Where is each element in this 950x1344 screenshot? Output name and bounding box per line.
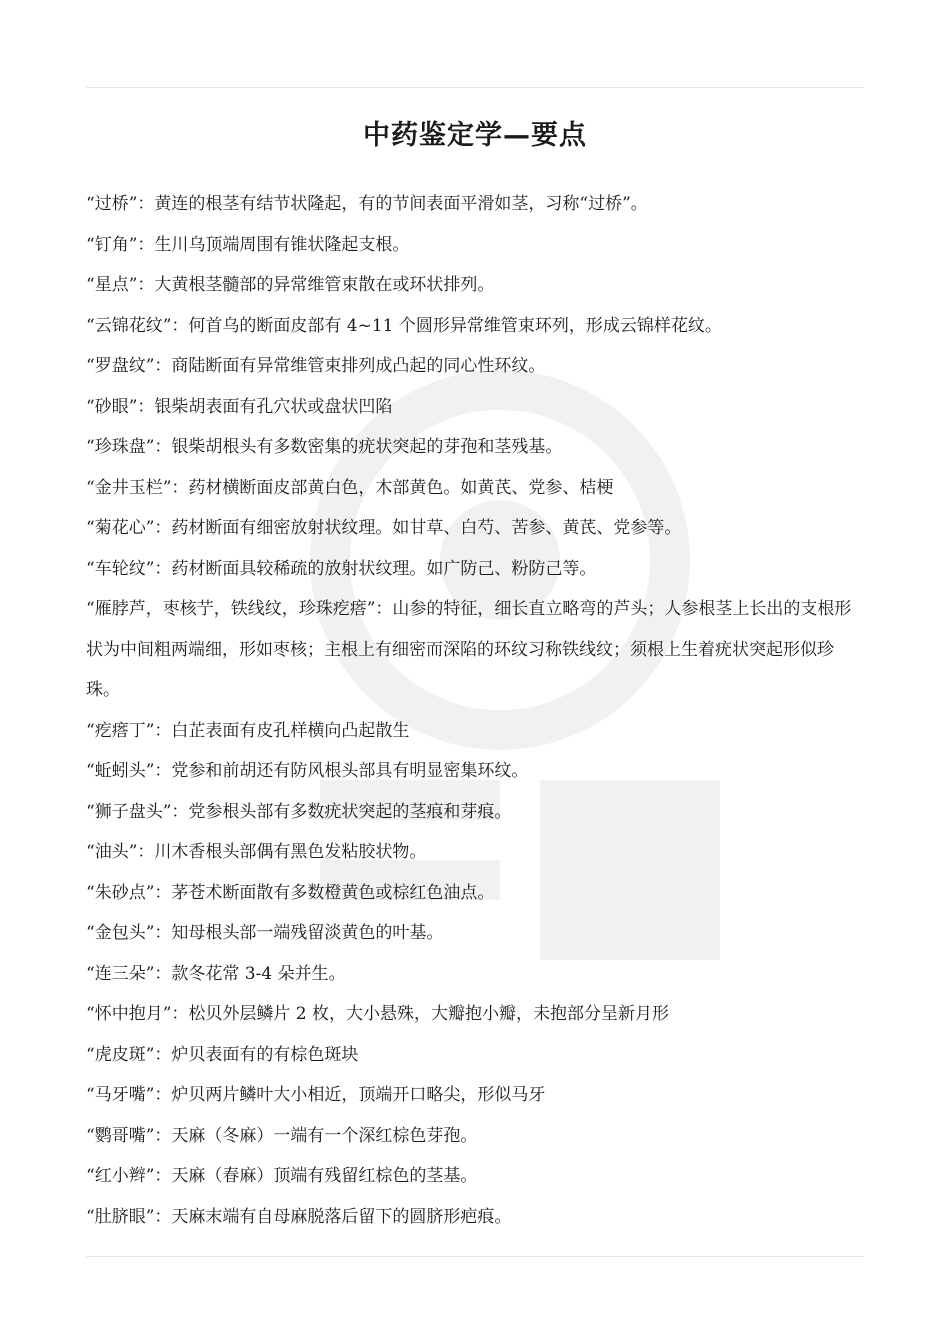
term-paragraph: “蚯蚓头”：党参和前胡还有防风根头部具有明显密集环纹。: [86, 761, 529, 781]
term-paragraph: “油头”：川木香根头部偶有黑色发粘胶状物。: [86, 842, 427, 862]
term-paragraph: “朱砂点”：茅苍术断面散有多数橙黄色或棕红色油点。: [86, 882, 495, 903]
term-paragraph: “红小辫”：天麻（春麻）顶端有残留红棕色的茎基。: [86, 1166, 478, 1186]
term-paragraph: “疙瘩丁”：白芷表面有皮孔样横向凸起散生: [86, 720, 410, 741]
term-paragraph: “雁脖芦，枣核艼，铁线纹，珍珠疙瘩”：山参的特征，细长直立略弯的芦头；人参根茎上长出的支根形状为中间粗两端细，形如枣核；主根上有细密而深陷的环纹习称铁线纹；须根上生着疣状突起形似珍珠。: [86, 599, 852, 700]
term-paragraph: “肚脐眼”：天麻末端有自母麻脱落后留下的圆脐形疤痕。: [86, 1206, 512, 1227]
header-divider: [86, 87, 864, 88]
term-paragraph: “过桥”：黄连的根茎有结节状隆起，有的节间表面平滑如茎，习称“过桥”。: [86, 194, 648, 214]
term-paragraph: “星点”：大黄根茎髓部的异常维管束散在或环状排列。: [86, 275, 495, 295]
term-paragraph: “马牙嘴”：炉贝两片鳞叶大小相近，顶端开口略尖，形似马牙: [86, 1085, 546, 1105]
term-paragraph: “虎皮斑”：炉贝表面有的有棕色斑块: [86, 1044, 359, 1065]
term-paragraph: “车轮纹”：药材断面具较稀疏的放射状纹理。如广防己、粉防己等。: [86, 558, 597, 579]
term-paragraph: “金包头”：知母根头部一端残留淡黄色的叶基。: [86, 923, 444, 943]
document-body: [86, 184, 864, 1237]
term-paragraph: “珍珠盘”：银柴胡根头有多数密集的疣状突起的芽孢和茎残基。: [86, 437, 563, 457]
term-paragraph: “怀中抱月”：松贝外层鳞片 2 枚，大小悬殊，大瓣抱小瓣，未抱部分呈新月形: [86, 1004, 670, 1024]
term-paragraph: “连三朵”：款冬花常 3-4 朵并生。: [86, 963, 346, 984]
term-paragraph: “狮子盘头”：党参根头部有多数疣状突起的茎痕和芽痕。: [86, 801, 512, 822]
document-title: 中药鉴定学—要点: [363, 120, 587, 151]
term-paragraph: “钉角”：生川乌顶端周围有锥状隆起支根。: [86, 234, 410, 255]
term-paragraph: “鹦哥嘴”：天麻（冬麻）一端有一个深红棕色芽孢。: [86, 1125, 478, 1146]
term-paragraph: “砂眼”：银柴胡表面有孔穴状或盘状凹陷: [86, 396, 393, 417]
term-paragraph: “罗盘纹”：商陆断面有异常维管束排列成凸起的同心性环纹。: [86, 356, 546, 376]
term-paragraph: “菊花心”：药材断面有细密放射状纹理。如甘草、白芍、苦参、黄芪、党参等。: [86, 518, 682, 538]
footer-divider: [86, 1256, 864, 1257]
term-paragraph: “金井玉栏”：药材横断面皮部黄白色，木部黄色。如黄芪、党参、桔梗: [86, 477, 614, 498]
term-paragraph: “云锦花纹”：何首乌的断面皮部有 4~11 个圆形异常维管束环列，形成云锦样花纹。: [86, 315, 722, 336]
